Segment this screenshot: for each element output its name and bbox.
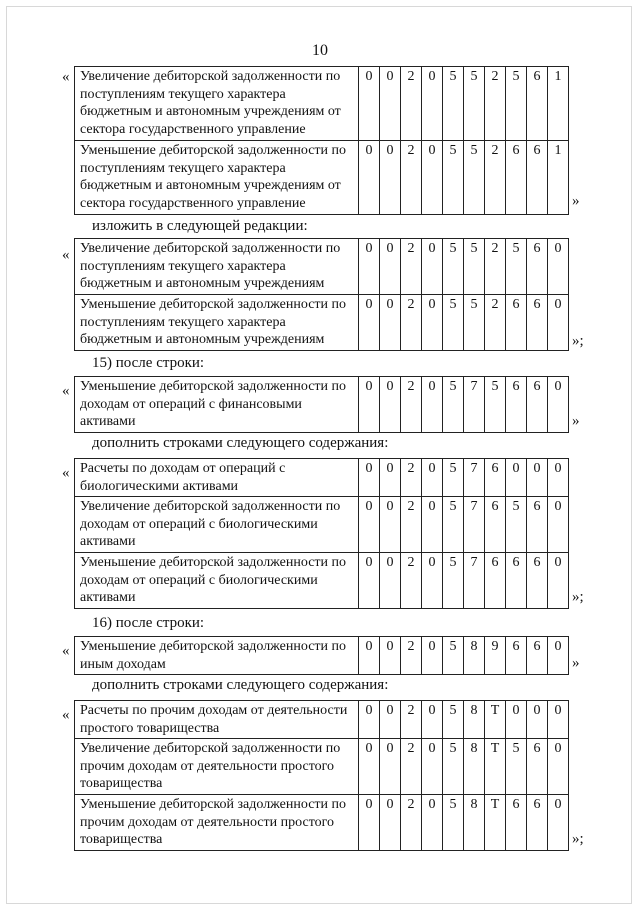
code-digit: 2 (401, 377, 422, 433)
code-digit: 0 (548, 637, 569, 675)
close-quote: »; (572, 831, 584, 847)
code-digit: 5 (464, 239, 485, 295)
close-quote: »; (572, 589, 584, 605)
code-digit: 6 (506, 295, 527, 351)
code-digit: 0 (359, 67, 380, 141)
code-digit: 0 (548, 553, 569, 609)
code-digit: 5 (464, 141, 485, 215)
code-digit: 0 (548, 701, 569, 739)
code-digit: 0 (422, 141, 443, 215)
code-digit: 6 (527, 239, 548, 295)
code-digit: 6 (527, 141, 548, 215)
table-row (75, 459, 569, 497)
code-digit: 0 (380, 141, 401, 215)
code-digit: 0 (506, 459, 527, 497)
code-digit: 0 (359, 377, 380, 433)
row-label: Уменьшение дебиторской задолженности по поступлениям текущего характера бюджетным и автономным учреждениям (75, 295, 359, 351)
code-digit: 6 (527, 553, 548, 609)
row-label: Расчеты по доходам от операций с биологическими активами (75, 459, 359, 497)
instruction-text: 15) после строки: (92, 355, 205, 371)
close-quote: » (572, 655, 580, 671)
code-digit: 5 (464, 67, 485, 141)
code-digit: 0 (548, 739, 569, 795)
open-quote: « (62, 707, 70, 723)
code-digit: 0 (380, 701, 401, 739)
code-table (74, 700, 569, 851)
code-digit: 0 (359, 295, 380, 351)
code-digit: 2 (401, 739, 422, 795)
code-digit: 6 (506, 377, 527, 433)
code-digit: 0 (527, 701, 548, 739)
row-label: Увеличение дебиторской задолженности по прочим доходам от деятельности простого товарищества (75, 739, 359, 795)
code-digit: 2 (401, 239, 422, 295)
code-digit: 5 (443, 295, 464, 351)
code-digit: 6 (527, 637, 548, 675)
code-digit: 5 (443, 67, 464, 141)
code-digit: 5 (443, 553, 464, 609)
code-digit: 0 (359, 141, 380, 215)
close-quote: »; (572, 333, 584, 349)
table-row (75, 377, 569, 433)
code-digit: 0 (380, 497, 401, 553)
code-digit: 2 (401, 701, 422, 739)
code-digit: Т (485, 701, 506, 739)
row-label: Увеличение дебиторской задолженности по доходам от операций с биологическими активами (75, 497, 359, 553)
code-digit: 2 (401, 795, 422, 851)
code-digit: 0 (422, 239, 443, 295)
instruction-text: 16) после строки: (92, 615, 205, 631)
code-digit: 0 (422, 701, 443, 739)
code-table-block (62, 700, 588, 856)
code-digit: 0 (380, 377, 401, 433)
table-row (75, 239, 569, 295)
code-digit: 0 (359, 637, 380, 675)
open-quote: « (62, 69, 70, 85)
code-digit: 0 (380, 459, 401, 497)
code-digit: 0 (527, 459, 548, 497)
code-digit: 5 (443, 459, 464, 497)
code-digit: 9 (485, 637, 506, 675)
code-table (74, 238, 569, 351)
code-digit: 7 (464, 377, 485, 433)
code-digit: 0 (359, 701, 380, 739)
code-digit: 6 (506, 795, 527, 851)
code-digit: 0 (422, 67, 443, 141)
table-row (75, 295, 569, 351)
row-label: Уменьшение дебиторской задолженности по иным доходам (75, 637, 359, 675)
code-digit: 0 (548, 295, 569, 351)
code-digit: 2 (485, 295, 506, 351)
code-digit: 6 (485, 497, 506, 553)
code-digit: 7 (464, 497, 485, 553)
code-digit: 2 (485, 141, 506, 215)
code-table-block (62, 376, 588, 436)
code-digit: 2 (401, 67, 422, 141)
row-label: Уменьшение дебиторской задолженности по поступлениям текущего характера бюджетным и автономным учреждениям от сектора государственного управление (75, 141, 359, 215)
code-digit: 2 (401, 637, 422, 675)
code-digit: 1 (548, 141, 569, 215)
code-digit: 5 (506, 239, 527, 295)
code-digit: 5 (485, 377, 506, 433)
code-digit: 0 (380, 795, 401, 851)
code-digit: 5 (443, 239, 464, 295)
open-quote: « (62, 247, 70, 263)
code-digit: 0 (422, 637, 443, 675)
code-digit: 0 (548, 239, 569, 295)
code-digit: 8 (464, 637, 485, 675)
code-table (74, 458, 569, 609)
code-digit: 0 (380, 553, 401, 609)
code-digit: 0 (422, 739, 443, 795)
code-digit: 5 (443, 795, 464, 851)
code-digit: 0 (359, 497, 380, 553)
code-digit: 0 (380, 239, 401, 295)
code-digit: 0 (422, 459, 443, 497)
code-digit: 7 (464, 553, 485, 609)
row-label: Уменьшение дебиторской задолженности по прочим доходам от деятельности простого товарищества (75, 795, 359, 851)
code-digit: Т (485, 795, 506, 851)
code-digit: 6 (527, 67, 548, 141)
code-table-block (62, 66, 588, 226)
code-digit: 6 (506, 553, 527, 609)
code-digit: 0 (422, 553, 443, 609)
code-digit: 0 (359, 459, 380, 497)
code-digit: 0 (380, 739, 401, 795)
code-table (74, 66, 569, 215)
code-digit: 6 (527, 377, 548, 433)
code-digit: 2 (401, 459, 422, 497)
code-digit: 6 (527, 795, 548, 851)
code-digit: 5 (506, 739, 527, 795)
code-digit: 2 (401, 295, 422, 351)
table-row (75, 67, 569, 141)
code-digit: 5 (506, 67, 527, 141)
table-row (75, 739, 569, 795)
table-row (75, 701, 569, 739)
code-digit: 2 (401, 497, 422, 553)
code-digit: 0 (380, 637, 401, 675)
code-digit: 6 (485, 459, 506, 497)
code-digit: 7 (464, 459, 485, 497)
open-quote: « (62, 465, 70, 481)
code-digit: 5 (443, 739, 464, 795)
code-digit: 6 (485, 553, 506, 609)
code-table-block (62, 636, 588, 680)
code-digit: 0 (422, 377, 443, 433)
code-digit: 0 (548, 795, 569, 851)
code-digit: 0 (359, 553, 380, 609)
table-row (75, 141, 569, 215)
code-digit: 0 (422, 795, 443, 851)
table-row (75, 497, 569, 553)
code-digit: 0 (422, 295, 443, 351)
row-label: Увеличение дебиторской задолженности по поступлениям текущего характера бюджетным и автономным учреждениям от сектора государственного управление (75, 67, 359, 141)
row-label: Уменьшение дебиторской задолженности по доходам от операций с биологическими активами (75, 553, 359, 609)
code-digit: 2 (485, 67, 506, 141)
code-digit: 0 (380, 295, 401, 351)
instruction-text: изложить в следующей редакции: (92, 218, 308, 234)
open-quote: « (62, 383, 70, 399)
code-table (74, 636, 569, 675)
close-quote: » (572, 413, 580, 429)
code-digit: 5 (506, 497, 527, 553)
code-digit: 0 (548, 459, 569, 497)
table-row (75, 637, 569, 675)
code-digit: 6 (527, 497, 548, 553)
code-digit: 1 (548, 67, 569, 141)
code-digit: 6 (527, 295, 548, 351)
page-number: 10 (312, 42, 328, 59)
code-digit: 2 (485, 239, 506, 295)
code-digit: 0 (359, 795, 380, 851)
code-digit: 8 (464, 701, 485, 739)
code-digit: 6 (506, 141, 527, 215)
code-digit: 0 (548, 497, 569, 553)
code-digit: 5 (443, 701, 464, 739)
open-quote: « (62, 643, 70, 659)
code-digit: 0 (359, 239, 380, 295)
row-label: Уменьшение дебиторской задолженности по доходам от операций с финансовыми активами (75, 377, 359, 433)
code-digit: 5 (443, 141, 464, 215)
row-label: Расчеты по прочим доходам от деятельности простого товарищества (75, 701, 359, 739)
table-row (75, 795, 569, 851)
instruction-text: дополнить строками следующего содержания: (92, 435, 389, 451)
row-label: Увеличение дебиторской задолженности по поступлениям текущего характера бюджетным и автономным учреждениям (75, 239, 359, 295)
code-digit: 0 (380, 67, 401, 141)
code-digit: 0 (506, 701, 527, 739)
code-table-block (62, 458, 588, 614)
code-digit: 5 (443, 377, 464, 433)
code-digit: Т (485, 739, 506, 795)
code-digit: 8 (464, 795, 485, 851)
code-table (74, 376, 569, 433)
code-digit: 5 (443, 637, 464, 675)
code-digit: 5 (464, 295, 485, 351)
code-digit: 0 (359, 739, 380, 795)
instruction-text: дополнить строками следующего содержания: (92, 677, 389, 693)
code-digit: 0 (548, 377, 569, 433)
code-table-block (62, 238, 588, 352)
code-digit: 8 (464, 739, 485, 795)
code-digit: 5 (443, 497, 464, 553)
code-digit: 6 (506, 637, 527, 675)
code-digit: 2 (401, 141, 422, 215)
code-digit: 6 (527, 739, 548, 795)
code-digit: 0 (422, 497, 443, 553)
table-row (75, 553, 569, 609)
close-quote: » (572, 193, 580, 209)
code-digit: 2 (401, 553, 422, 609)
